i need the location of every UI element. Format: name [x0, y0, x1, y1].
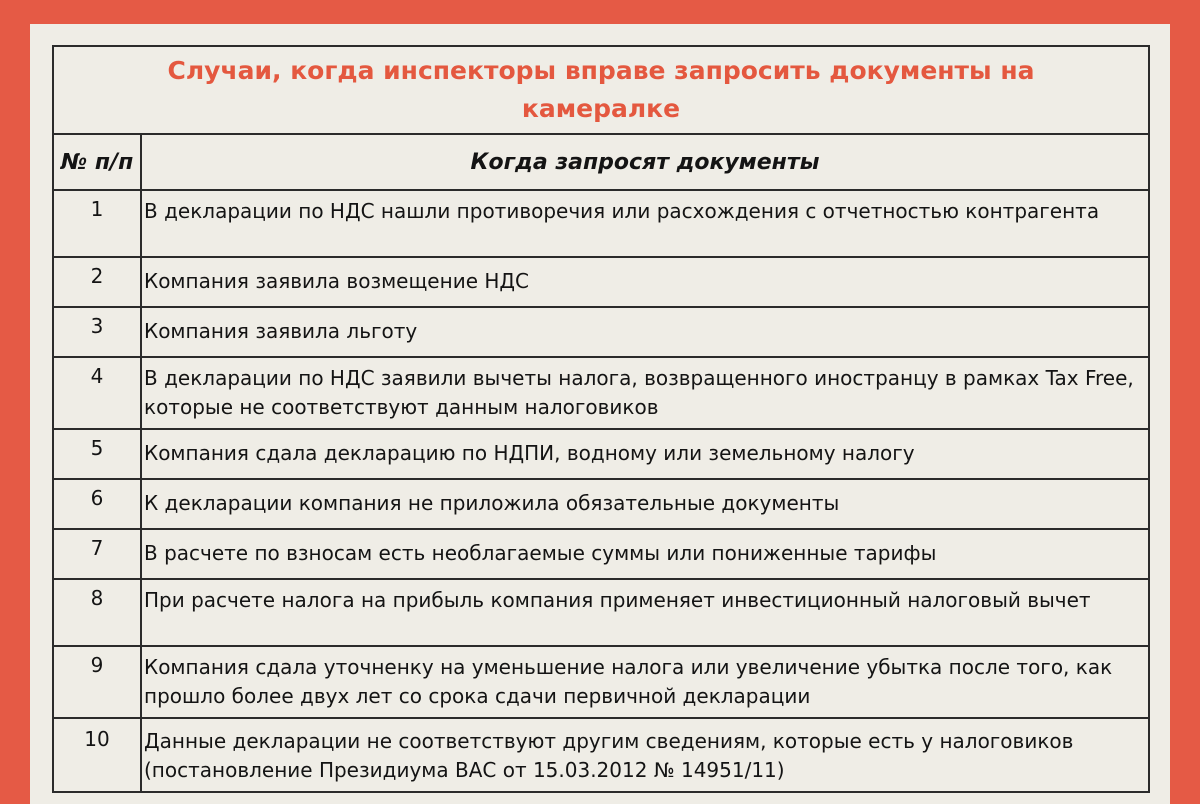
- column-header-when: Когда запросят документы: [141, 134, 1149, 190]
- row-number: 1: [53, 190, 141, 257]
- row-text: В расчете по взносам есть необлагаемые суммы или пониженные тарифы: [141, 529, 1149, 579]
- documents-request-table: [52, 45, 1150, 793]
- row-text: Компания заявила льготу: [141, 307, 1149, 357]
- row-text: При расчете налога на прибыль компания применяет инвестиционный налоговый вычет: [141, 579, 1149, 646]
- row-number: 3: [53, 307, 141, 357]
- column-header-number: № п/п: [53, 134, 141, 190]
- table-row: [53, 257, 1149, 307]
- table-row: [53, 190, 1149, 257]
- table-row: [53, 718, 1149, 792]
- row-number: 4: [53, 357, 141, 429]
- row-number: 2: [53, 257, 141, 307]
- row-text: Компания сдала уточненку на уменьшение налога или увеличение убытка после того, как прошло более двух лет со срока сдачи первичной декларации: [141, 646, 1149, 718]
- row-number: 9: [53, 646, 141, 718]
- table-row: [53, 429, 1149, 479]
- row-text: Компания сдала декларацию по НДПИ, водному или земельному налогу: [141, 429, 1149, 479]
- row-text: В декларации по НДС нашли противоречия или расхождения с отчетностью контрагента: [141, 190, 1149, 257]
- row-text: К декларации компания не приложила обязательные документы: [141, 479, 1149, 529]
- row-number: 10: [53, 718, 141, 792]
- table-row: [53, 529, 1149, 579]
- table-row: [53, 479, 1149, 529]
- row-number: 8: [53, 579, 141, 646]
- table-header-row: [53, 134, 1149, 190]
- table-row: [53, 579, 1149, 646]
- table-row: [53, 307, 1149, 357]
- table-row: [53, 646, 1149, 718]
- table-row: [53, 357, 1149, 429]
- table-title-row: [53, 46, 1149, 134]
- row-number: 5: [53, 429, 141, 479]
- row-number: 7: [53, 529, 141, 579]
- row-text: Компания заявила возмещение НДС: [141, 257, 1149, 307]
- row-number: 6: [53, 479, 141, 529]
- row-text: В декларации по НДС заявили вычеты налога, возвращенного иностранцу в рамках Tax Free, которые не соответствуют данным налоговиков: [141, 357, 1149, 429]
- table-title: Случаи, когда инспекторы вправе запросить документы на камералке: [53, 46, 1149, 134]
- row-text: Данные декларации не соответствуют другим сведениям, которые есть у налоговиков (постановление Президиума ВАС от 15.03.2012 № 14951/11): [141, 718, 1149, 792]
